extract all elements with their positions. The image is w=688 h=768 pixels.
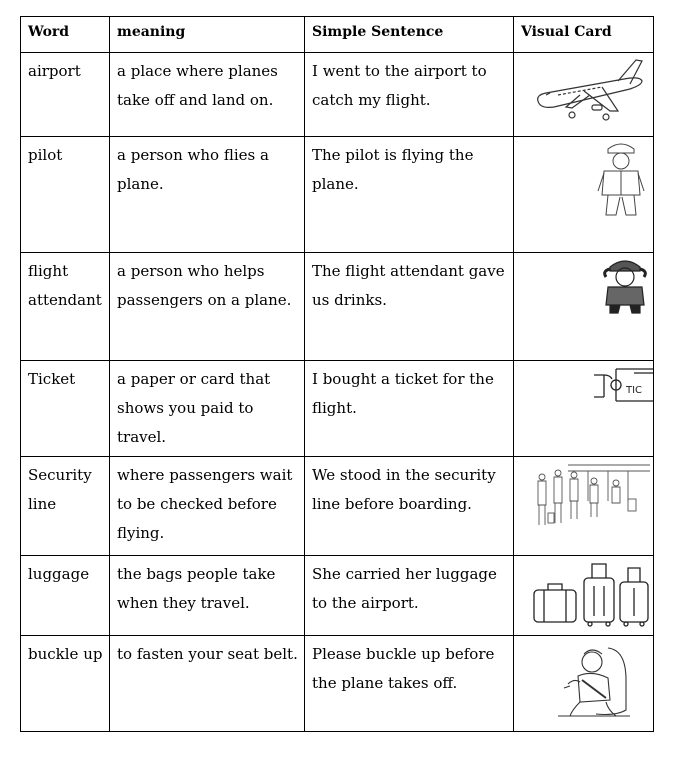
word-cell: airport [21, 53, 110, 137]
meaning-cell: a person who helps passengers on a plane. [110, 253, 305, 361]
word-cell: Ticket [21, 361, 110, 457]
table-row [21, 253, 654, 361]
table-row [21, 556, 654, 636]
meaning-cell: a person who flies a plane. [110, 137, 305, 253]
header-meaning: meaning [110, 17, 305, 53]
luggage-icon [530, 560, 652, 628]
visual-card-cell [514, 361, 654, 457]
header-row [21, 17, 654, 53]
sentence-cell: I went to the airport to catch my flight. [305, 53, 514, 137]
meaning-cell: where passengers wait to be checked before flying. [110, 457, 305, 556]
word-cell: Security line [21, 457, 110, 556]
visual-card-cell [514, 556, 654, 636]
ticket-icon-text: TIC [626, 385, 643, 396]
sentence-cell: She carried her luggage to the airport. [305, 556, 514, 636]
header-visual-card: Visual Card [514, 17, 654, 53]
visual-card-cell [514, 457, 654, 556]
table-row [21, 137, 654, 253]
word-cell: pilot [21, 137, 110, 253]
table-row [21, 636, 654, 732]
buckle-up-icon [556, 640, 636, 720]
flight-attendant-icon [596, 255, 654, 317]
word-cell: luggage [21, 556, 110, 636]
table-row [21, 361, 654, 457]
word-cell: flight attendant [21, 253, 110, 361]
table-row [21, 53, 654, 137]
header-sentence: Simple Sentence [305, 17, 514, 53]
visual-card-cell [514, 636, 654, 732]
header-word: Word [21, 17, 110, 53]
security-line-icon [528, 461, 652, 533]
sentence-cell: Please buckle up before the plane takes off. [305, 636, 514, 732]
sentence-cell: The flight attendant gave us drinks. [305, 253, 514, 361]
meaning-cell: to fasten your seat belt. [110, 636, 305, 732]
visual-card-cell [514, 137, 654, 253]
meaning-cell: the bags people take when they travel. [110, 556, 305, 636]
ticket-icon [590, 365, 654, 405]
meaning-cell: a paper or card that shows you paid to travel. [110, 361, 305, 457]
table-row [21, 457, 654, 556]
vocabulary-table [20, 16, 654, 732]
word-cell: buckle up [21, 636, 110, 732]
airplane-icon [532, 57, 648, 125]
pilot-icon [590, 139, 652, 219]
sentence-cell: We stood in the security line before boarding. [305, 457, 514, 556]
visual-card-cell [514, 253, 654, 361]
meaning-cell: a place where planes take off and land on. [110, 53, 305, 137]
sentence-cell: I bought a ticket for the flight. [305, 361, 514, 457]
visual-card-cell [514, 53, 654, 137]
sentence-cell: The pilot is flying the plane. [305, 137, 514, 253]
